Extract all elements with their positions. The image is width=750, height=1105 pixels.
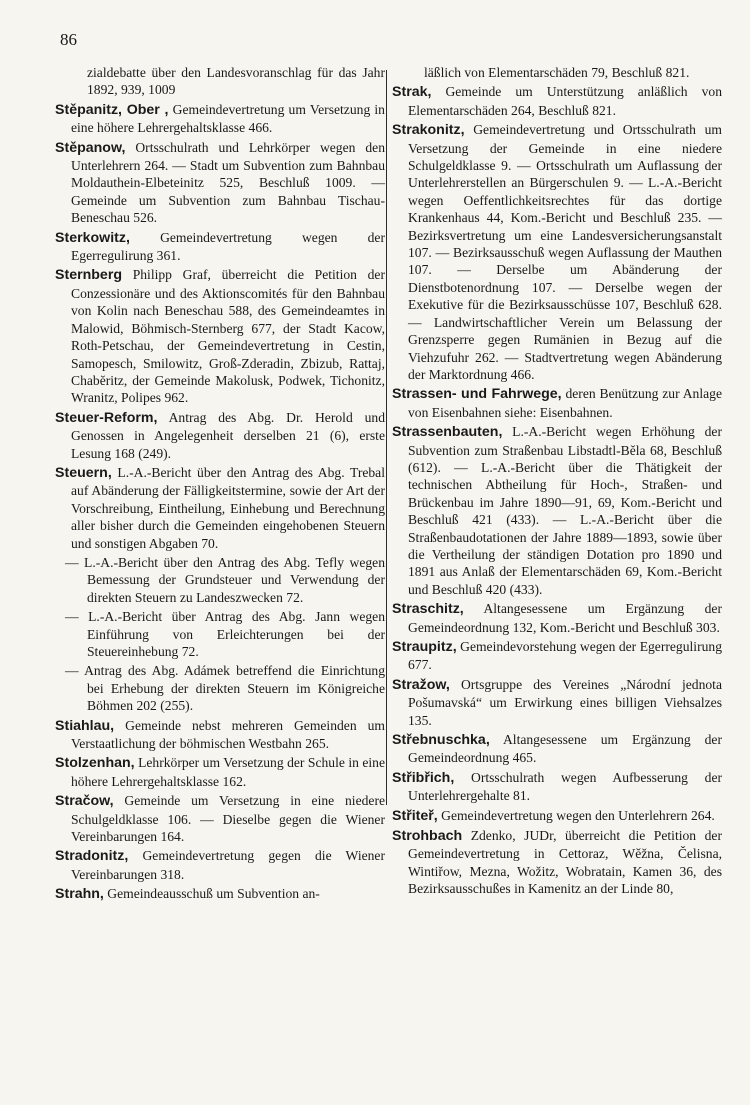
entry-text: deren Benützung zur Anlage von Eisenbahnen siehe: Eisenbahnen.: [408, 386, 722, 420]
entry-headword: Stračow,: [55, 793, 114, 810]
entry-text: Gemeindevorstehung wegen der Egerregulirung 677.: [408, 639, 722, 673]
entry-headword: Strassenbauten,: [392, 424, 503, 441]
entry-headword: Střiteř,: [392, 807, 438, 824]
index-entry: [392, 600, 722, 636]
entry-text: Gemeindevertretung und Ortsschulrath um Versetzung der Gemeinde in eine niedere Schulgeldklasse 9. — Ortsschulrath um Auflassung der Unterlehrerstellen an Bürgerschulen 9. — L.-A.-Bericht wegen Oeffentlichkeitsrechtes für das dortige Krankenhaus 44, Kom.-Bericht und Beschluß 235. — Bezirksvertretung um eine Landesversicherungsanstalt 107. — Bezirksausschuß wegen Auflassung der Mauthen 107. — Derselbe um Abänderung der Dienstbotenordnung 107. — Derselbe wegen der Exekutive für die Bezirksausschüsse 107, Beschluß 628. — Landwirtschaftlicher Verein um Belassung der Grenzsperre gegen Rumänien in Bezug auf die Viehzufuhr 262. — Stadtvertretung wegen Abänderung der Marktordnung 466.: [408, 122, 722, 382]
entry-text: L.-A.-Bericht über den Antrag des Abg. Trebal auf Abänderung der Fälligkeitstermine, sowie der Art der Vorschreibung, Eintheilung, Einhebung und Berechnung aller bisher durch die Gemeinden eingehobenen Steuern und sonstigen Abgaben 70.: [71, 464, 385, 551]
entry-text: Zdenko, JUDr, überreicht die Petition der Gemeindevertretung in Cettoraz, Wěžna, Čelisna, Wintiřow, Mezna, Wožitz, Wobratain, Kamen 36, des Bezirksausschußes in Kamenitz an der Linde 80,: [408, 828, 722, 897]
sub-entry: [55, 608, 385, 660]
index-entry: [392, 83, 722, 119]
index-entry: [55, 464, 385, 552]
entry-text: Ortsschulrath wegen Aufbesserung der Unterlehrergehalte 81.: [408, 769, 722, 804]
entry-text: Gemeindevertretung wegen den Unterlehrern 264.: [437, 807, 715, 823]
sub-entry: [55, 662, 385, 714]
index-entry: [55, 717, 385, 753]
entry-text: Lehrkörper um Versetzung der Schule in eine höhere Lehrergehaltsklasse 162.: [71, 755, 385, 789]
entry-headword: Stradonitz,: [55, 848, 129, 865]
entry-text: — L.-A.-Bericht über Antrag des Abg. Jann wegen Einführung von Erleichterungen bei der Steuereinhebung 72.: [65, 609, 385, 659]
sub-entry: [55, 554, 385, 606]
entry-text: Gemeinde um Unterstützung anläßlich von Elementarschäden 264, Beschluß 821.: [408, 84, 722, 118]
entry-text: läßlich von Elementarschäden 79, Beschluß 821.: [424, 65, 690, 80]
entry-text: Ortsgruppe des Vereines „Národní jednota Pošumavská“ um Erwirkung eines billigen Viehsalzes 135.: [408, 676, 722, 728]
page-number: 86: [60, 30, 77, 49]
entry-continuation: [55, 64, 385, 99]
entry-headword: Strakonitz,: [392, 122, 465, 139]
index-entry: [55, 229, 385, 265]
index-entry: [55, 139, 385, 227]
entry-text: Gemeindeausschuß um Subvention an-: [103, 886, 320, 902]
entry-text: Ortsschulrath und Lehrkörper wegen den Unterlehrern 264. — Stadt um Subvention zum Bahnbau Moldauthein-Elbeteinitz 525, Beschluß 1009. — Gemeinde um Subvention zum Bahnbau Tischau-Beneschau 526.: [71, 139, 385, 226]
entry-headword: Strohbach: [392, 828, 463, 845]
entry-continuation: [392, 64, 722, 81]
entry-text: — L.-A.-Bericht über den Antrag des Abg. Tefly wegen Bemessung der Grundsteuer und Verwendung der direkten Steuern zu Landeszwecken 72.: [65, 554, 385, 605]
index-entry: [392, 385, 722, 421]
index-entry: [55, 409, 385, 462]
entry-text: Philipp Graf, überreicht die Petition der Conzessionäre und des Aktionscomités für den Bahnbau von Kolin nach Beneschau 588, des Gemeindeamtes in Malowid, Böhmisch-Sternberg 677, der Stadt Kacow, Roth-Petschau, der Gemeindevertretung in Cestin, Samopesch, Smilowitz, Groß-Zderadin, Zbizub, Rattaj, Chabĕritz, der Gemeinde Makolusk, Podwek, Tichonitz, Wranitz, Polipes 962.: [71, 267, 385, 406]
entry-headword: Stiahlau,: [55, 717, 115, 734]
entry-text: L.-A.-Bericht wegen Erhöhung der Subvention zum Straßenbau Libstadtl-Běla 68, Beschluß (612). — L.-A.-Bericht über die Thätigkeit der technischen Abtheilung für Hoch-, Straßen- und Brückenbau im Jahre 1890—91, 69, Kom.-Bericht und Beschluß 421 (433). — L.-A.-Bericht über die Straßenbaudotationen der Jahre 1889—1893, sowie über die Vertheilung der ständigen Dotation pro 1890 und 1891 aus Anlaß der Elementarschäden 69, Kom.-Bericht und Beschluß 420 (433).: [408, 424, 722, 597]
entry-text: Gemeindevertretung gegen die Wiener Vereinbarungen 318.: [71, 848, 385, 882]
index-entry: [55, 754, 385, 790]
entry-text: zialdebatte über den Landesvoranschlag für das Jahr 1892, 939, 1009: [87, 65, 385, 98]
entry-text: Gemeindevertretung wegen der Egerregulirung 361.: [71, 229, 385, 264]
entry-text: Antrag des Abg. Dr. Herold und Genossen in Angelegenheit derselben 21 (6), erste Lesung 168 (249).: [71, 409, 385, 461]
index-entry: [55, 266, 385, 406]
index-entry: [392, 423, 722, 598]
entry-text: Gemeindevertretung um Versetzung in eine höhere Lehrergehaltsklasse 466.: [71, 101, 385, 136]
entry-headword: Strak,: [392, 84, 432, 101]
entry-headword: Střibřich,: [392, 769, 455, 786]
index-entry: [55, 847, 385, 883]
entry-headword: Střebnuschka,: [392, 732, 490, 749]
entry-headword: Sterkowitz,: [55, 229, 130, 246]
column-divider: [386, 70, 387, 805]
entry-headword: Stěpanow,: [55, 139, 126, 156]
entry-headword: Straupitz,: [392, 639, 457, 655]
entry-text: Altangesessene um Ergänzung der Gemeindeordnung 132, Kom.-Bericht und Beschluß 303.: [408, 601, 722, 635]
entry-headword: Stěpanitz, Ober ,: [55, 101, 169, 118]
left-column: [55, 64, 385, 906]
index-entry: [392, 638, 722, 674]
entry-headword: Strahn,: [55, 886, 104, 903]
entry-headword: Sternberg: [55, 267, 123, 284]
index-entry: [392, 121, 722, 383]
right-column: [392, 64, 722, 900]
entry-text: Gemeinde um Versetzung in eine niedere Schulgeldklasse 106. — Dieselbe gegen die Wiener Vereinbarungen 164.: [71, 793, 385, 845]
entry-headword: Stražow,: [392, 676, 450, 693]
entry-text: Altangesessene um Ergänzung der Gemeindeordnung 465.: [408, 732, 722, 766]
entry-headword: Steuer-Reform,: [55, 409, 158, 426]
index-entry: [392, 676, 722, 729]
index-entry: [392, 827, 722, 898]
index-entry: [55, 792, 385, 845]
index-entry: [392, 769, 722, 805]
entry-text: — Antrag des Abg. Adámek betreffend die Einrichtung bei Erhebung der direkten Steuern im Königreiche Böhmen 202 (255).: [65, 663, 385, 714]
index-entry: [392, 807, 722, 825]
entry-headword: Strassen- und Fahrwege,: [392, 386, 562, 403]
index-entry: [392, 731, 722, 767]
entry-text: Gemeinde nebst mehreren Gemeinden um Verstaatlichung der böhmischen Westbahn 265.: [71, 717, 385, 752]
entry-headword: Stolzenhan,: [55, 755, 135, 772]
entry-headword: Straschitz,: [392, 601, 464, 618]
entry-headword: Steuern,: [55, 464, 112, 481]
index-entry: [55, 885, 385, 903]
index-entry: [55, 101, 385, 137]
